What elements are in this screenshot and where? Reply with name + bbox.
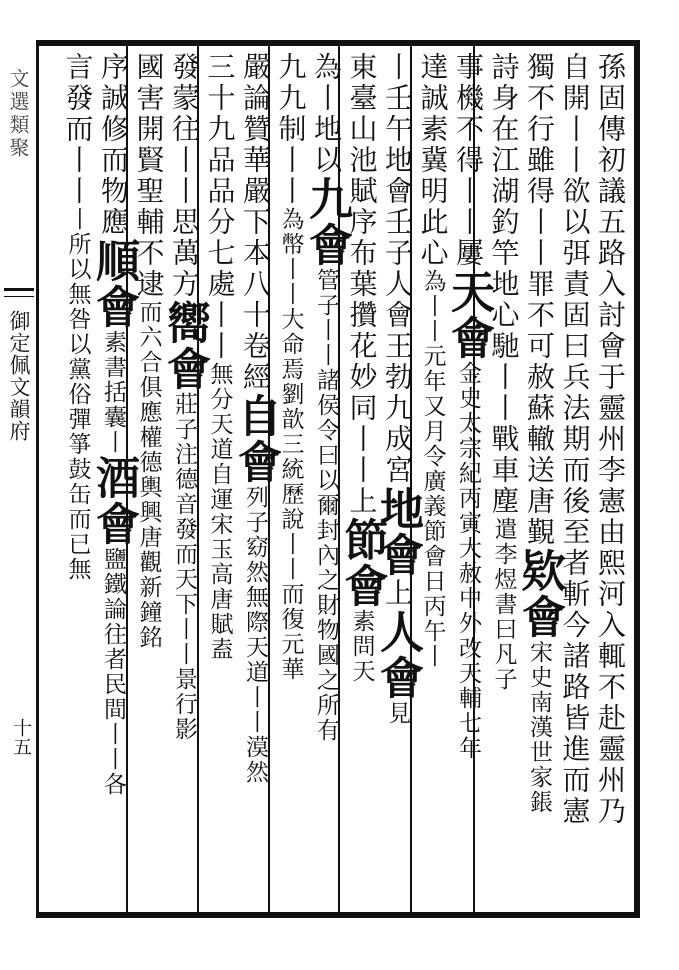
text-run: 國害開賢聖輔不逮 xyxy=(132,52,166,300)
text-run: 為丨地以 xyxy=(310,52,343,176)
text-run: 嚴論贊華嚴下本八十卷經 xyxy=(239,52,272,393)
entry-heading: 自會 xyxy=(230,393,281,485)
text-column xyxy=(484,52,524,902)
entry-heading: 九會 xyxy=(301,176,352,268)
text-run: 九九制丨丨 xyxy=(274,52,308,207)
text-run: 素書括囊丨 xyxy=(100,330,126,455)
text-column xyxy=(58,52,98,902)
fishtail-mark xyxy=(4,288,34,291)
left-border xyxy=(36,40,39,918)
text-run: 見 xyxy=(384,701,410,726)
text-column xyxy=(555,52,595,902)
right-border xyxy=(634,40,640,918)
text-column xyxy=(443,52,494,902)
text-run: 列子窈然無際天道丨丨漠然 xyxy=(242,485,268,785)
bottom-border xyxy=(36,912,640,918)
text-run: 發蒙往丨丨思萬方 xyxy=(168,52,201,300)
text-run: 東臺山池賦序布葉攢花妙同丨丨 xyxy=(345,52,379,486)
entry-heading: 人會 xyxy=(372,609,423,701)
page-number: 十五 xyxy=(10,718,32,756)
text-run: 為丨丨元年又月令廣義節會日丙午丨 xyxy=(419,269,446,669)
text-run: 達誠素冀明此心 xyxy=(416,52,450,269)
text-run: 孫固傳初議五路入討會于靈州李憲由熙河入輒不赴靈州乃 xyxy=(594,52,627,827)
text-column xyxy=(200,52,240,902)
text-column xyxy=(590,52,630,902)
text-run: 遣李煜書曰凡子 xyxy=(490,517,517,692)
fishtail-mark xyxy=(4,296,34,297)
text-column xyxy=(230,52,281,902)
entry-heading: 天會 xyxy=(443,269,494,361)
text-column xyxy=(413,52,453,902)
text-column xyxy=(88,52,139,902)
entry-heading: 欵會 xyxy=(514,548,565,640)
text-column xyxy=(372,52,423,902)
margin-top-fragment: 文選類聚 xyxy=(6,68,30,160)
text-run: 莊子注德音發而天下丨丨景行影 xyxy=(171,392,197,742)
text-run: 上 xyxy=(345,486,379,517)
entry-heading: 酒會 xyxy=(88,455,139,547)
text-run: 宋史南漢世家鋹 xyxy=(526,640,552,815)
entry-heading: 節會 xyxy=(336,517,388,609)
text-run: 無分天道自運宋玉高唐賦盍 xyxy=(206,362,233,662)
text-run: 上 xyxy=(381,578,414,609)
text-run: 以黨俗彈箏鼓缶而已無 xyxy=(64,332,91,582)
text-run: 丨壬午地會壬子人會王勃九成宮 xyxy=(381,52,414,486)
text-run: 言發而丨丨 xyxy=(61,52,95,207)
text-column xyxy=(159,52,210,902)
text-run: 鹽鐵論往者民間丨丨各 xyxy=(100,547,126,797)
margin-book-title: 御定佩文韻府 xyxy=(7,310,31,442)
text-run: 管子丨丨諸侯令曰以爾封內之財物國之所有 xyxy=(313,268,339,743)
text-run: 三十九品品分七處丨丨 xyxy=(203,52,237,362)
text-run: 詩身在江湖釣竿地心馳丨丨戰車塵 xyxy=(487,52,521,517)
text-run: 為幣丨丨大命焉劉歆三統歷說丨丨而復元華 xyxy=(277,207,304,682)
text-run: 獨不行雖得丨丨罪不可赦蘇轍送唐覲 xyxy=(523,52,556,548)
text-run: 自開丨丨欲以弭責固曰兵法期而後至者斬今諸路皆進而憲 xyxy=(558,52,592,827)
entry-heading: 順會 xyxy=(88,238,139,330)
text-run: 事機不得丨丨屢 xyxy=(452,52,485,269)
text-run: 金史太宗紀丙寅大赦中外改天輔七年 xyxy=(455,361,481,761)
text-run: 丨所以無咎 xyxy=(64,207,91,332)
text-run: 序誠修而物應 xyxy=(97,52,130,238)
text-run: 素問天 xyxy=(348,609,375,684)
entry-heading: 地會 xyxy=(372,486,423,578)
entry-heading: 嚮會 xyxy=(159,300,210,392)
text-column xyxy=(301,52,352,902)
text-column xyxy=(514,52,565,902)
text-run: 而六合俱應權德輿興唐觀新鐘銘 xyxy=(135,300,162,650)
